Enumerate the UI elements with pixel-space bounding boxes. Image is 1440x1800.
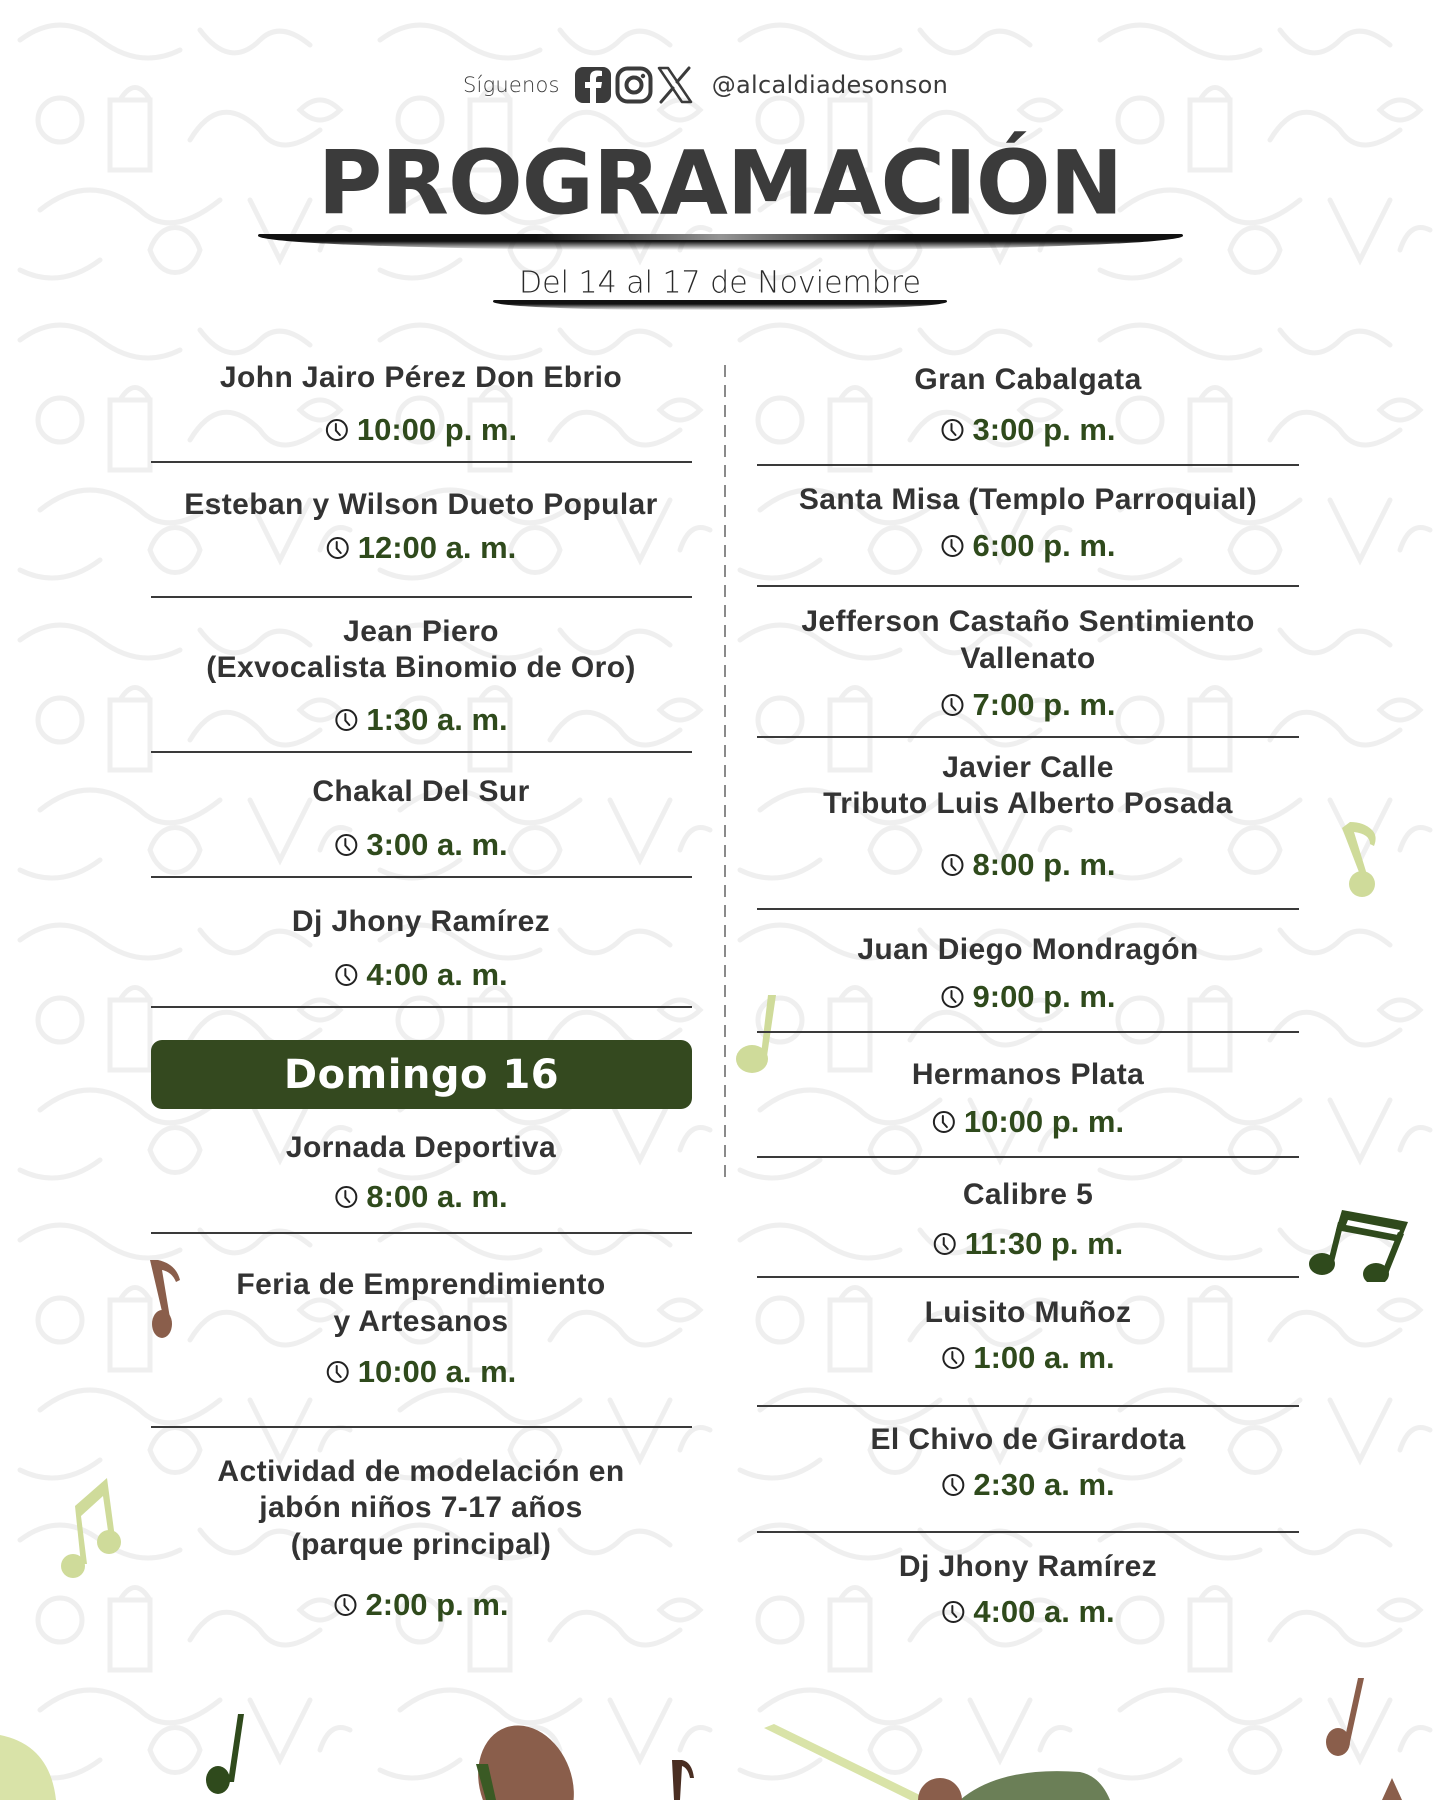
- event-time-label: 10:00 p. m.: [963, 1104, 1125, 1139]
- event-title: Hermanos Plata: [911, 1058, 1145, 1091]
- event-time-label: 10:00 p. m.: [356, 412, 518, 447]
- event-subtitle: y Artesanos: [333, 1305, 509, 1338]
- clock-icon: [933, 1232, 957, 1256]
- day-banner-domingo: [151, 1040, 692, 1109]
- event-title: Juan Diego Mondragón: [857, 933, 1199, 966]
- clock-icon: [326, 1360, 350, 1384]
- clock-icon: [941, 853, 965, 877]
- divider: [757, 1531, 1299, 1533]
- divider: [151, 1232, 692, 1234]
- event-time-label: 7:00 p. m.: [972, 687, 1116, 722]
- event-time: [334, 1179, 507, 1215]
- event-subtitle: (parque principal): [290, 1528, 552, 1561]
- event-time: [941, 847, 1116, 883]
- event-time-label: 1:00 a. m.: [973, 1340, 1115, 1375]
- clock-icon: [941, 1473, 965, 1497]
- event-title: John Jairo Pérez Don Ebrio: [219, 361, 623, 394]
- clock-icon: [941, 534, 965, 558]
- event-time-label: 10:00 a. m.: [357, 1354, 517, 1389]
- divider: [757, 908, 1299, 910]
- clock-icon: [941, 1346, 965, 1370]
- clock-icon: [941, 418, 965, 442]
- event-time: [941, 1340, 1114, 1376]
- event-title: Gran Cabalgata: [914, 363, 1142, 396]
- event-time: [941, 979, 1116, 1015]
- divider: [151, 1426, 692, 1428]
- clock-icon: [325, 418, 349, 442]
- divider: [757, 1405, 1299, 1407]
- facebook-icon[interactable]: [574, 66, 612, 104]
- event-time: [941, 1467, 1114, 1503]
- divider: [151, 1006, 692, 1008]
- event-time: [933, 1226, 1124, 1262]
- follow-label: Síguenos: [463, 73, 560, 97]
- event-time-label: 4:00 a. m.: [973, 1594, 1115, 1629]
- event-title: Jefferson Castaño Sentimiento: [801, 605, 1255, 638]
- event-title: Chakal Del Sur: [312, 775, 530, 808]
- event-title: Dj Jhony Ramírez: [291, 905, 551, 938]
- day-banner-label: Domingo 16: [283, 1051, 560, 1098]
- page-title: PROGRAMACIÓN: [317, 131, 1123, 235]
- date-underline-brush: [493, 300, 947, 310]
- event-title: Esteban y Wilson Dueto Popular: [184, 488, 658, 521]
- event-time-label: 8:00 a. m.: [366, 1179, 508, 1214]
- divider: [757, 1156, 1299, 1158]
- event-subtitle: jabón niños 7-17 años: [259, 1491, 583, 1524]
- clock-icon: [334, 1593, 358, 1617]
- divider: [757, 464, 1299, 466]
- event-time-label: 6:00 p. m.: [972, 528, 1116, 563]
- event-title: Dj Jhony Ramírez: [898, 1550, 1158, 1583]
- event-subtitle: (Exvocalista Binomio de Oro): [206, 651, 636, 684]
- divider: [757, 585, 1299, 587]
- divider: [757, 1276, 1299, 1278]
- event-time-label: 11:30 p. m.: [964, 1226, 1124, 1261]
- divider: [151, 751, 692, 753]
- clock-icon: [941, 985, 965, 1009]
- divider: [757, 1031, 1299, 1033]
- event-time-label: 3:00 a. m.: [366, 827, 508, 862]
- clock-icon: [334, 833, 358, 857]
- event-subtitle: Tributo Luis Alberto Posada: [823, 787, 1233, 820]
- event-subtitle: Vallenato: [960, 642, 1096, 675]
- event-title: Santa Misa (Templo Parroquial): [798, 483, 1258, 516]
- event-title: Feria de Emprendimiento: [236, 1268, 606, 1301]
- clock-icon: [334, 963, 358, 987]
- social-handle[interactable]: @alcaldiadesonson: [711, 71, 949, 99]
- column-separator-dashed: [724, 365, 726, 1182]
- clock-icon: [932, 1110, 956, 1134]
- event-time: [326, 1354, 517, 1390]
- event-title: Calibre 5: [962, 1178, 1094, 1211]
- event-time-label: 9:00 p. m.: [972, 979, 1116, 1014]
- social-icons: [574, 66, 694, 104]
- event-title: Javier Calle: [942, 751, 1114, 784]
- event-time: [932, 1104, 1124, 1140]
- event-title: El Chivo de Girardota: [870, 1423, 1186, 1456]
- event-time-label: 3:00 p. m.: [972, 412, 1116, 447]
- event-time-label: 12:00 a. m.: [357, 530, 517, 565]
- event-time: [325, 412, 517, 448]
- event-time: [334, 1587, 509, 1623]
- event-time-label: 1:30 a. m.: [366, 702, 508, 737]
- event-title: Actividad de modelación en: [217, 1455, 625, 1488]
- event-time-label: 2:00 p. m.: [365, 1587, 509, 1622]
- clock-icon: [326, 536, 350, 560]
- event-time-label: 2:30 a. m.: [973, 1467, 1115, 1502]
- divider: [151, 596, 692, 598]
- date-range: Del 14 al 17 de Noviembre: [519, 265, 921, 301]
- event-time: [941, 412, 1116, 448]
- event-time: [941, 528, 1116, 564]
- event-time: [941, 687, 1116, 723]
- event-title: Jornada Deportiva: [285, 1131, 557, 1164]
- event-time: [334, 702, 507, 738]
- x-icon[interactable]: [656, 66, 694, 104]
- event-time: [941, 1594, 1114, 1630]
- clock-icon: [334, 708, 358, 732]
- event-time: [334, 827, 507, 863]
- event-time: [334, 957, 507, 993]
- title-underline-brush: [258, 234, 1183, 250]
- instagram-icon[interactable]: [615, 66, 653, 104]
- social-follow-row: [463, 66, 948, 104]
- divider: [151, 876, 692, 878]
- event-title: Luisito Muñoz: [924, 1296, 1132, 1329]
- event-time: [326, 530, 517, 566]
- event-time-label: 4:00 a. m.: [366, 957, 508, 992]
- clock-icon: [941, 1600, 965, 1624]
- divider: [151, 461, 692, 463]
- divider: [757, 736, 1299, 738]
- event-title: Jean Piero: [343, 615, 499, 648]
- clock-icon: [334, 1185, 358, 1209]
- clock-icon: [941, 693, 965, 717]
- event-time-label: 8:00 p. m.: [972, 847, 1116, 882]
